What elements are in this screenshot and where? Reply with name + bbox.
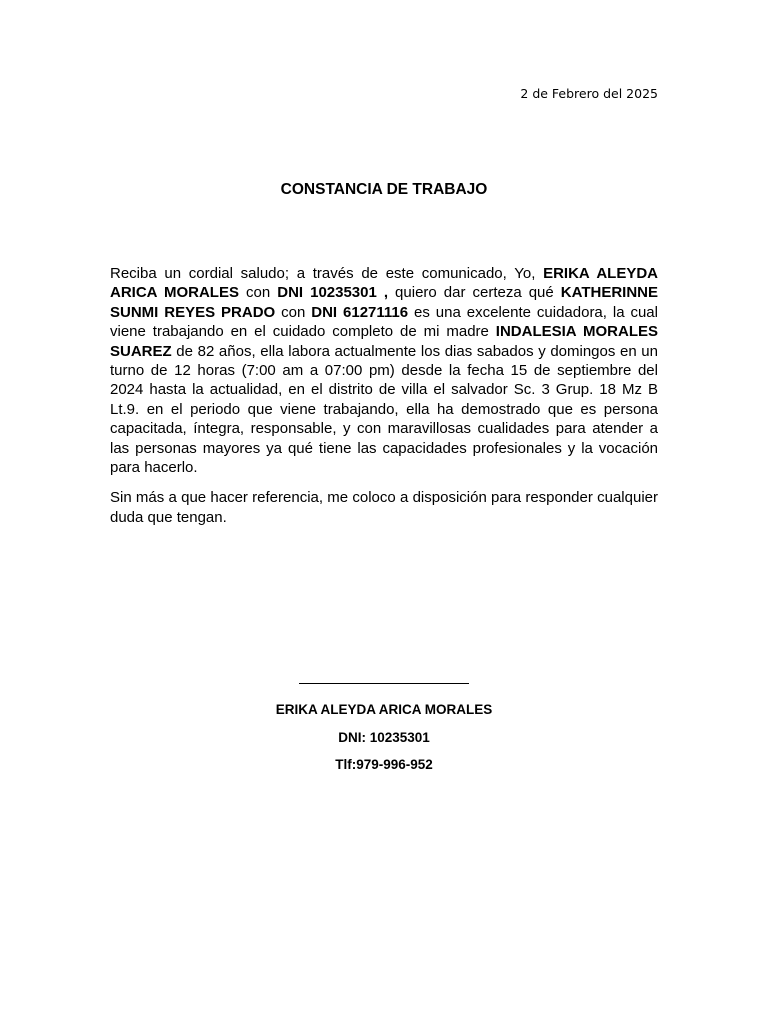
text-segment: de 82 años, ella labora actualmente los dias sabados y domingos en un turno de 12 horas (7:00 am a 07:00 pm) desde la fecha 15 de septiembre del 2024 hasta la actualidad, en el distrito de villa el salvador Sc. 3 Grup. 18 Mz B Lt.9. en el periodo que viene trabajando, ella ha demostrado que es persona capacitada, íntegra, responsable, y con maravillosas cualidades para atender a las personas mayores ya qué tiene las capacidades profesionales y la vocación para hacerlo. [110, 342, 658, 477]
document-body [110, 264, 658, 538]
bold-segment: ERIKA ALEYDA ARICA MORALES [110, 265, 658, 302]
body-paragraph-2: Sin más a que hacer referencia, me coloco a disposición para responder cualquier duda que tengan. [110, 489, 658, 526]
signer-dni: DNI: 10235301 [338, 729, 430, 745]
signature-block [0, 668, 768, 779]
document-date: 2 de Febrero del 2025 [520, 86, 658, 101]
bold-segment: DNI 61271116 [311, 303, 409, 321]
text-segment: es una excelente cuidadora, la cual viene trabajando en el cuidado completo de mi madre [110, 303, 658, 341]
text-segment: quiero dar certeza qué [388, 284, 561, 302]
text-segment: Reciba un cordial saludo; a través de este comunicado, Yo, [110, 265, 544, 282]
signer-name: ERIKA ALEYDA ARICA MORALES [275, 702, 493, 717]
bold-segment: INDALESIA MORALES SUAREZ [110, 323, 658, 360]
body-paragraph-1 [110, 264, 658, 477]
bold-segment: KATHERINNE SUNMI REYES PRADO [110, 284, 659, 321]
text-segment: con [238, 284, 278, 302]
signer-phone: Tlf:979-996-952 [335, 757, 433, 772]
signature-line [299, 683, 469, 684]
document-title: CONSTANCIA DE TRABAJO [280, 181, 488, 198]
text-segment: con [275, 303, 312, 321]
bold-segment: DNI 10235301 , [277, 284, 389, 302]
